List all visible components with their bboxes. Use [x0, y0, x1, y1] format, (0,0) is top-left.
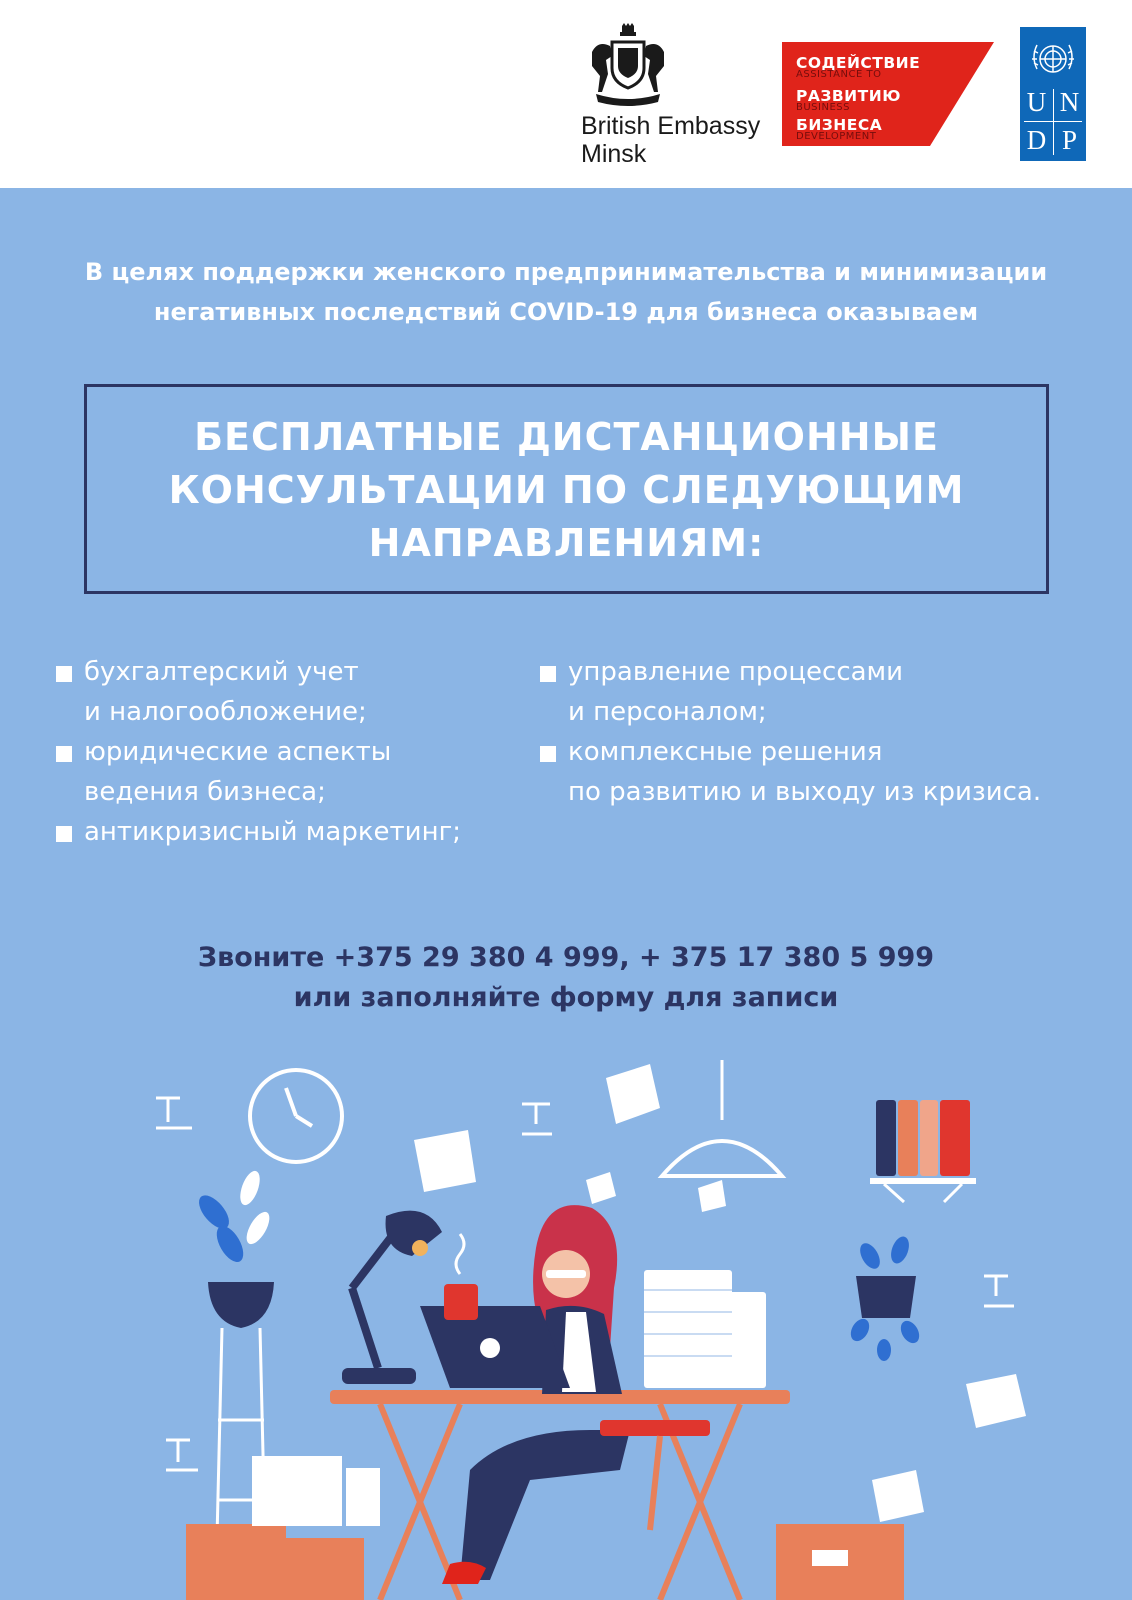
sbd-line2-ru: РАЗВИТИЮ — [796, 87, 901, 105]
un-emblem-icon — [1029, 35, 1077, 83]
square-bullet-icon — [540, 666, 556, 682]
service-item — [56, 732, 516, 812]
hanging-plant-icon — [847, 1234, 923, 1361]
header-bar — [0, 0, 1132, 188]
undp-letter-p: P — [1061, 125, 1078, 155]
headline-box — [84, 384, 1049, 594]
desk-icon — [330, 1390, 790, 1600]
service-line1: юридические аспекты — [84, 737, 392, 767]
undp-letter-u: U — [1026, 87, 1047, 117]
square-bullet-icon — [56, 746, 72, 762]
sbd-line1-ru: СОДЕЙСТВИЕ — [796, 54, 921, 72]
ceiling-lamp-icon — [662, 1060, 782, 1176]
contact-phones: Звоните +375 29 380 4 999, + 375 17 380 5 999 — [197, 942, 935, 973]
service-line2: и налогообложение; — [84, 697, 367, 727]
service-item — [56, 652, 516, 732]
royal-coat-of-arms-icon — [578, 22, 678, 112]
sbd-line1-en: ASSISTANCE TO — [796, 69, 882, 80]
headline: БЕСПЛАТНЫЕ ДИСТАНЦИОННЫЕ КОНСУЛЬТАЦИИ ПО СЛЕДУЮЩИМ НАПРАВЛЕНИЯМ: — [168, 415, 965, 565]
square-bullet-icon — [56, 826, 72, 842]
sbd-line3-ru: БИЗНЕСА — [796, 116, 883, 134]
bookshelf-icon — [870, 1100, 976, 1202]
service-line1: антикризисный маркетинг; — [84, 817, 461, 847]
service-line1: бухгалтерский учет — [84, 657, 359, 687]
coffee-mug-icon — [444, 1234, 478, 1320]
wall-clock-icon — [250, 1070, 342, 1162]
service-line1: управление процессами — [568, 657, 904, 687]
office-illustration — [0, 1060, 1132, 1600]
undp-letter-d: D — [1026, 125, 1047, 155]
paper-stack-icon — [644, 1270, 766, 1388]
service-item — [540, 732, 1120, 812]
undp-letter-n: N — [1059, 87, 1080, 117]
service-line2: по развитию и выходу из кризиса. — [568, 777, 1042, 807]
services-list-right — [540, 652, 1120, 812]
square-bullet-icon — [56, 666, 72, 682]
contact-block — [0, 938, 1132, 1018]
service-item — [56, 812, 516, 852]
contact-form-prompt: или заполняйте форму для записи — [293, 982, 839, 1013]
embassy-name: British Embassy Minsk — [581, 112, 761, 168]
service-item — [540, 652, 1120, 732]
sbd-line3-en: DEVELOPMENT — [796, 131, 877, 142]
service-line1: комплексные решения — [568, 737, 883, 767]
undp-divider-v — [1053, 89, 1054, 155]
intro-text: В целях поддержки женского предпринимательства и минимизации негативных последствий COVID-19 для бизнеса оказываем — [84, 258, 1048, 326]
desk-lamp-icon — [342, 1211, 442, 1384]
service-line2: ведения бизнеса; — [84, 777, 326, 807]
assistance-to-business-development-logo — [782, 42, 994, 146]
service-line2: и персоналом; — [568, 697, 767, 727]
services-list-left — [56, 652, 516, 852]
undp-logo — [1020, 27, 1086, 161]
square-bullet-icon — [540, 746, 556, 762]
sbd-line2-en: BUSINESS — [796, 102, 850, 113]
